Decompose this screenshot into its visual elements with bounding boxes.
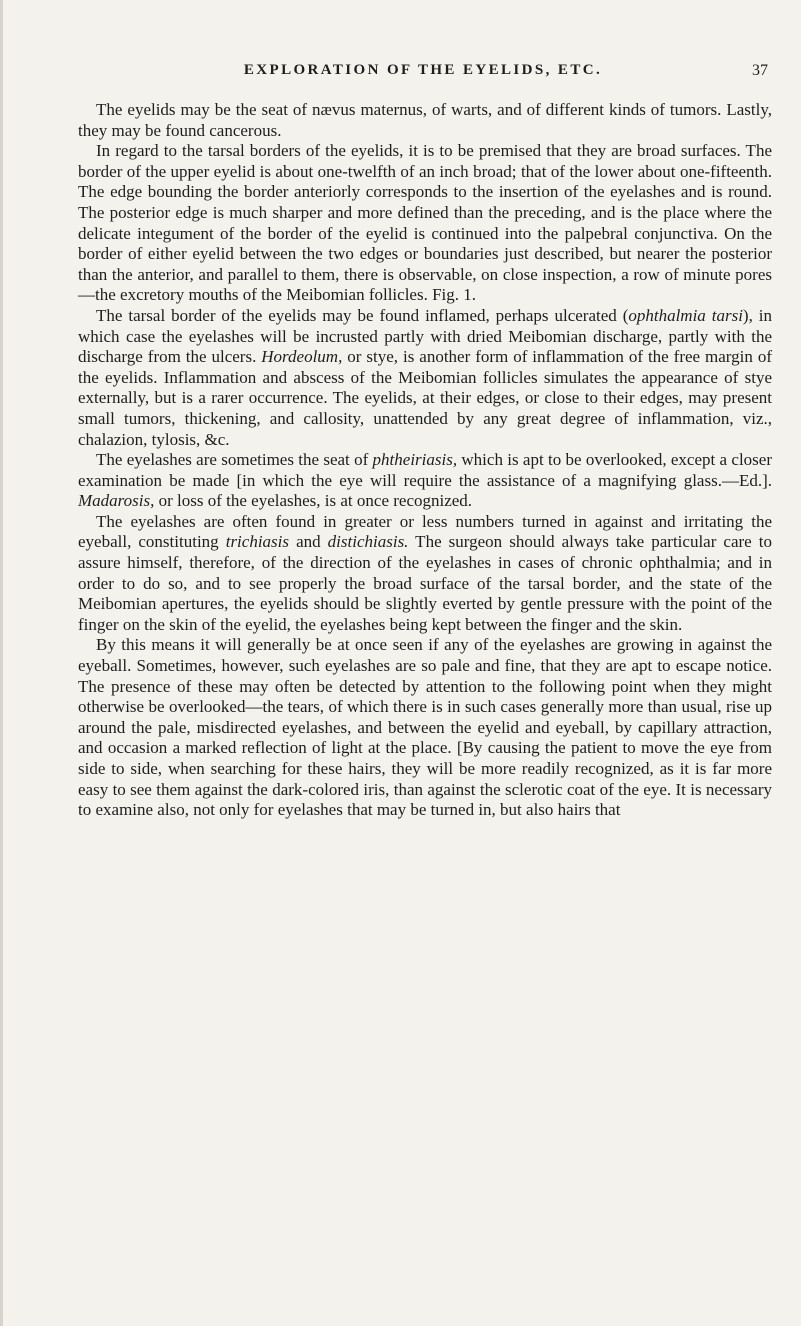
text-run: The eyelashes are sometimes the seat of <box>96 450 373 470</box>
text-run: The eyelashes are often found in greater or less numbers turned in against and irritating the eyeball, constituting <box>78 511 772 552</box>
italic-term: Madarosis, <box>78 491 155 511</box>
page-edge <box>0 0 3 1326</box>
paragraph <box>78 450 772 512</box>
italic-term: Hordeolum, <box>261 347 343 367</box>
italic-term: trichiasis <box>225 532 290 552</box>
paragraph <box>78 635 772 820</box>
page-number: 37 <box>752 62 768 79</box>
text-run: ), in which case the eyelashes will be incrusted partly with dried Meibomian discharge, partly with the discharge from the ulcers. <box>78 305 772 367</box>
italic-term: phtheiriasis, <box>372 450 458 470</box>
body-text <box>78 100 772 821</box>
text-run: In regard to the tarsal borders of the eyelids, it is to be premised that they are broad surfaces. The border of the upper eyelid is about one-twelfth of an inch broad; that of the lower about one-fifteenth. The edge bounding the border anteriorly corresponds to the insertion of the eyelashes and is round. The posterior edge is much sharper and more defined than the preceding, and is the place where the delicate integument of the border of the eyelid is continued into the palpebral conjunctiva. On the border of either eyelid between the two edges or boundaries just described, but nearer the posterior than the anterior, and parallel to them, there is observable, on close inspection, a row of minute pores—the excretory mouths of the Meibomian follicles. Fig. 1. <box>78 141 772 305</box>
paragraph <box>78 100 772 141</box>
text-run: The tarsal border of the eyelids may be found inflamed, perhaps ulcerated ( <box>96 305 629 325</box>
text-run: which is apt to be overlooked, except a closer examination be made [in which the eye will require the assistance of a magnifying glass.—Ed.]. <box>78 450 772 490</box>
text-run: By this means it will generally be at once seen if any of the eyelashes are growing in against the eyeball. Sometimes, however, such eyelashes are so pale and fine, that they are apt to escape notice. The presence of these may often be detected by attention to the following point when they might otherwise be overlooked—the tears, of which there is in such cases generally more than usual, rise up around the pale, misdirected eyelashes, and between the eyelid and eyeball, by capillary attraction, and occasion a marked reflection of light at the place. [By causing the patient to move the eye from side to side, when searching for these hairs, they will be more readily recognized, as it is far more easy to see them against the dark-colored iris, than against the sclerotic coat of the eye. It is necessary to examine also, not only for eyelashes that may be turned in, but also hairs that <box>78 635 772 820</box>
paragraph <box>78 141 772 306</box>
text-run: or stye, is another form of inflammation of the free margin of the eyelids. Inflammation and abscess of the Meibomian follicles simulates the appearance of stye externally, but is a rarer occurrence. The eyelids, at their edges, or close to their edges, may present small tumors, thickening, and callosity, unattended by any great degree of inflammation, viz., chalazion, tylosis, &c. <box>78 347 772 449</box>
italic-term: distichiasis. <box>327 532 409 552</box>
text-run: The surgeon should always take particular care to assure himself, therefore, of the direction of the eyelashes in cases of chronic ophthalmia; and in order to do so, and to see properly the broad surface of the tarsal border, and the state of the Meibomian apertures, the eyelids should be slightly everted by gentle pressure with the point of the finger on the skin of the eyelid, the eyelashes being kept between the finger and the skin. <box>78 532 772 634</box>
text-run: and <box>289 532 328 552</box>
italic-term: ophthalmia tarsi <box>628 305 743 325</box>
text-run: The eyelids may be the seat of nævus maternus, of warts, and of different kinds of tumors. Lastly, they may be found cancerous. <box>78 100 772 140</box>
running-head: EXPLORATION OF THE EYELIDS, ETC. <box>243 62 603 78</box>
text-run: or loss of the eyelashes, is at once recognized. <box>154 491 473 511</box>
page-header <box>78 62 768 84</box>
paragraph <box>78 306 772 450</box>
paragraph <box>78 512 772 636</box>
